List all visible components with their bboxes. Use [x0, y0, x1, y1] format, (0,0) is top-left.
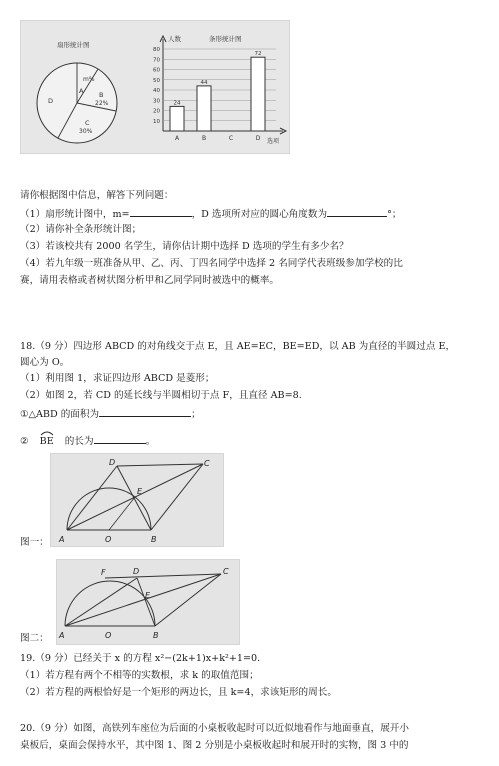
bar-x-axis-label: 选项 — [267, 138, 280, 145]
q18-sub1-end: ； — [191, 409, 201, 420]
pie-value-a: m% — [83, 76, 95, 83]
bar-value-label: 72 — [254, 51, 262, 58]
bar-y-tick-label: 40 — [153, 88, 160, 94]
fig1-side-dc — [117, 464, 203, 466]
q17-part1 — [20, 206, 401, 221]
fig1-label-b: B — [151, 535, 157, 544]
q18-sub2-mark: ② — [20, 436, 29, 447]
bar-y-tick-label: 60 — [153, 67, 160, 74]
fig1-label-d: D — [109, 458, 116, 467]
fig2-label-a: A — [59, 631, 65, 640]
bar-value-label: 24 — [173, 100, 181, 107]
bar-y-tick-label: 30 — [153, 98, 160, 105]
q18-sub2 — [20, 433, 155, 448]
bar-y-axis-label: 人数 — [168, 35, 181, 43]
bar-y-tick-label: 50 — [153, 77, 160, 84]
fig2-side-cb — [155, 574, 221, 626]
fig2-label-c: C — [223, 567, 229, 576]
q17-part1-text-c: °； — [387, 209, 402, 220]
bar-y-tick-label: 20 — [153, 108, 160, 115]
fig2-diagonal-db — [137, 578, 155, 626]
bar-y-tick-label: 10 — [153, 118, 160, 125]
bar-y-tick-label: 70 — [153, 57, 160, 64]
bar-chart — [153, 34, 286, 145]
figure1-caption: 图一： — [20, 537, 49, 548]
pie-label-c: C — [85, 119, 90, 127]
bar-category-label: D — [255, 135, 261, 142]
area-answer-blank[interactable] — [99, 406, 191, 417]
q17-part1-text-a: （1）扇形统计图中，m= — [20, 209, 130, 220]
fig1-side-ad — [67, 466, 117, 530]
q19-part1: （1）若方程有两个不相等的实数根，求 k 的取值范围； — [20, 670, 259, 681]
q17-part2: （2）请你补全条形统计图； — [20, 224, 142, 235]
fig2-label-b: B — [153, 631, 159, 640]
q20-line1: 20.（9 分）如图，高铁列车座位为后面的小桌板收起时可以近似地看作与地面垂直，展开小 — [20, 723, 409, 734]
pie-label-b: B — [99, 91, 104, 99]
pie-label-a: A — [79, 87, 84, 95]
fig2-label-d: D — [133, 567, 140, 576]
q19-heading: 19.（9 分）已经关于 x 的方程 x²−(2k+1)x+k²+1=0. — [20, 653, 261, 664]
bar-chart-title: 条形统计图 — [209, 35, 242, 43]
pie-label-d: D — [48, 97, 54, 105]
q17-part4-line1: （4）若九年级一班准备从甲、乙、丙、丁四名同学中选择 2 名同学代表班级参加学校的比 — [20, 258, 403, 269]
figure2-photo — [56, 559, 240, 645]
fig1-label-a: A — [59, 535, 65, 544]
q18-heading: 18.（9 分）四边形 ABCD 的对角线交于点 E，且 AE=EC，BE=ED，以 AB 为直径的半圆过点 E， — [20, 341, 456, 352]
arc-mark-icon — [40, 430, 54, 436]
fig2-label-f: F — [101, 568, 106, 577]
angle-answer-blank[interactable] — [327, 206, 387, 217]
statistics-charts — [21, 21, 289, 153]
q17-part3: （3）若该校共有 2000 名学生，请你估计期中选择 D 选项的学生有多少名？ — [20, 241, 349, 252]
fig1-label-e: E — [137, 487, 143, 496]
fig2-diagonal-ac — [65, 574, 221, 626]
bar-a — [170, 106, 184, 131]
q18-sub1 — [20, 406, 201, 421]
fig1-side-cb — [151, 464, 203, 530]
bar-category-label: B — [201, 135, 207, 142]
q17-part4-line2: 赛，请用表格或者树状图分析甲和乙同学同时被选中的概率。 — [20, 275, 280, 286]
q19-part2: （2）若方程的两根恰好是一个矩形的两边长，且 k=4，求该矩形的周长。 — [20, 687, 337, 698]
q18-sub2-end: 。 — [145, 436, 156, 447]
bar-b — [197, 86, 211, 131]
q20-line2: 桌板后，桌面会保持水平，其中图 1、图 2 分别是小桌板收起时和展开时的实物，图 3 中的 — [20, 740, 409, 751]
q18-sub1-text: ①△ABD 的面积为 — [20, 409, 100, 420]
pie-chart-title: 扇形统计图 — [57, 41, 90, 49]
q17-part1-text-b: ，D 选项所对应的圆心角度数为 — [191, 209, 328, 220]
q17-intro: 请你根据图中信息，解答下列问题： — [20, 190, 174, 201]
q18-heading-cont: 圆心为 O。 — [20, 357, 70, 368]
bar-d — [251, 57, 265, 131]
q18-part1: （1）利用图 1，求证四边形 ABCD 是菱形； — [20, 373, 215, 384]
statistics-chart-photo — [20, 20, 290, 154]
fig2-tangent-fc — [105, 574, 221, 578]
arc-be-text: BE — [39, 436, 54, 447]
bar-value-label: 44 — [200, 79, 208, 86]
figure2-diagram — [57, 560, 239, 644]
fig2-label-e: E — [145, 591, 151, 600]
m-answer-blank[interactable] — [130, 206, 192, 217]
fig1-label-c: C — [204, 459, 210, 468]
q18-sub2-text: 的长为 — [64, 436, 94, 447]
fig1-segment-oe — [109, 497, 135, 530]
fig2-semicircle — [65, 581, 155, 626]
fig1-label-o: O — [105, 535, 112, 544]
arc-be-symbol — [40, 435, 54, 448]
bar-category-label: A — [174, 135, 180, 142]
arc-length-answer-blank[interactable] — [94, 433, 146, 444]
bar-y-tick-label: 80 — [153, 47, 160, 53]
figure1-photo — [50, 453, 224, 547]
pie-value-c: 30% — [79, 128, 93, 135]
bar-category-label: C — [228, 135, 234, 142]
figure2-caption: 图二： — [20, 633, 49, 644]
fig2-side-ad — [65, 578, 137, 626]
q18-part2: （2）如图 2，若 CD 的延长线与半圆相切于点 F，且直径 AB=8. — [20, 390, 302, 401]
pie-value-b: 22% — [95, 100, 109, 107]
fig2-label-o: O — [105, 631, 112, 640]
figure1-diagram — [51, 454, 223, 546]
